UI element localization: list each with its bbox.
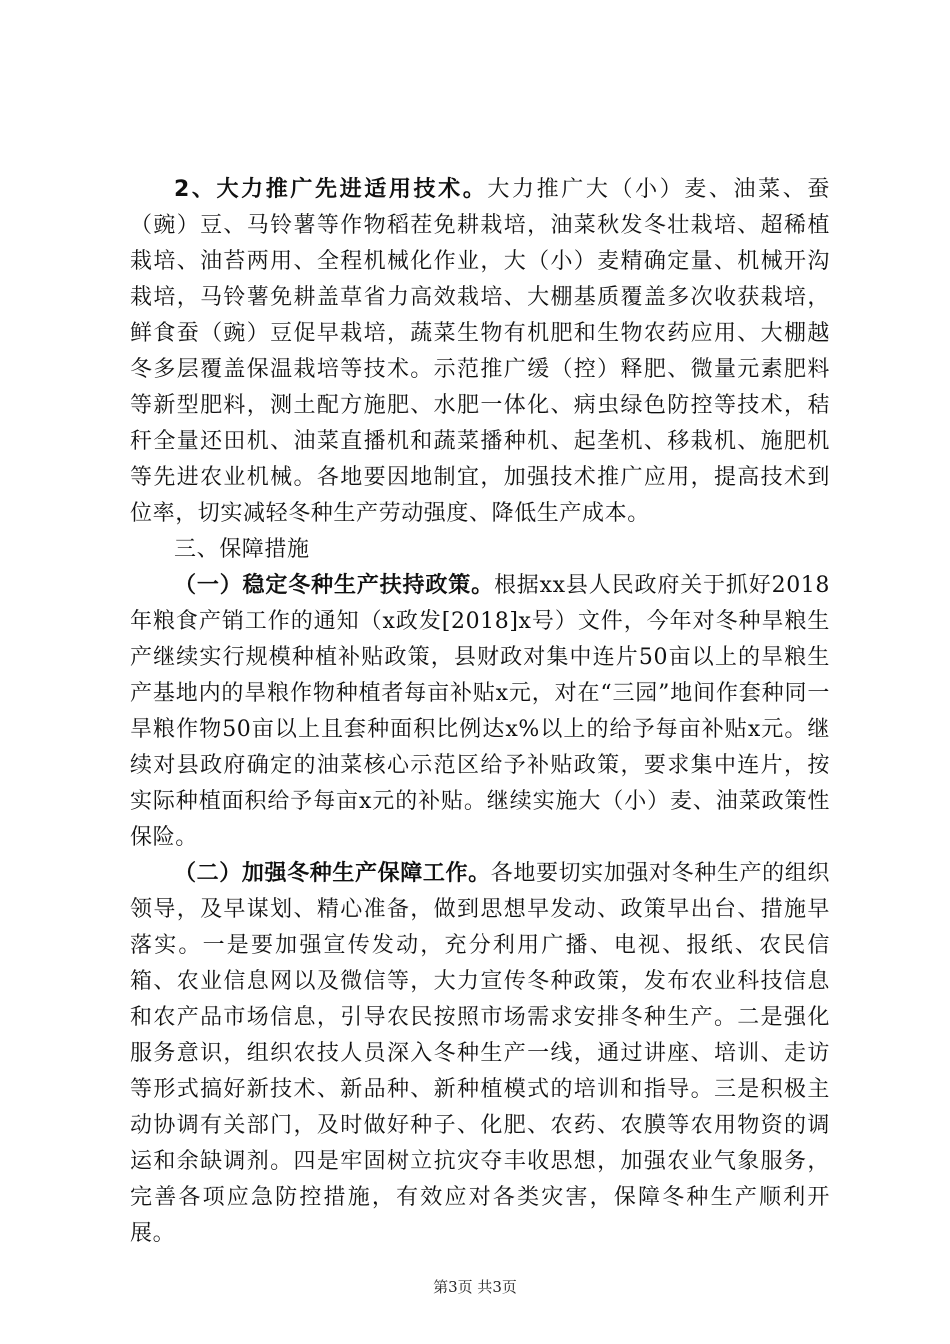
page-footer: 第3页 共3页: [433, 1278, 517, 1296]
paragraph-lead: （二）加强冬种生产保障工作。: [174, 861, 491, 886]
paragraph-lead: （一）稳定冬种生产扶持政策。: [174, 573, 494, 598]
paragraph-policy: [130, 568, 830, 856]
paragraph-text: 大力推广大（小）麦、油菜、蚕（豌）豆、马铃薯等作物稻茬免耕栽培，油菜秋发冬壮栽培、超稀植栽培、油苔两用、全程机械化作业，大（小）麦精确定量、机械开沟栽培，马铃薯免耕盖草省力高效栽培、大棚基质覆盖多次收获栽培，鲜食蚕（豌）豆促早栽培，蔬菜生物有机肥和生物农药应用、大棚越冬多层覆盖保温栽培等技术。示范推广缓（控）释肥、微量元素肥料等新型肥料，测土配方施肥、水肥一体化、病虫绿色防控等技术，秸秆全量还田机、油菜直播机和蔬菜播种机、起垄机、移栽机、施肥机等先进农业机械。各地要因地制宜，加强技术推广应用，提高技术到位率，切实减轻冬种生产劳动强度、降低生产成本。: [130, 177, 831, 526]
paragraph-support: [130, 856, 830, 1252]
paragraph-lead: 2、大力推广先进适用技术。: [174, 177, 488, 202]
paragraph-text: 各地要切实加强对冬种生产的组织领导，及早谋划、精心准备，做到思想早发动、政策早出台、措施早落实。一是要加强宣传发动，充分利用广播、电视、报纸、农民信箱、农业信息网以及微信等，大力宣传冬种政策，发布农业科技信息和农产品市场信息，引导农民按照市场需求安排冬种生产。二是强化服务意识，组织农技人员深入冬种生产一线，通过讲座、培训、走访等形式搞好新技术、新品种、新种植模式的培训和指导。三是积极主动协调有关部门，及时做好种子、化肥、农药、农膜等农用物资的调运和余缺调剂。四是牢固树立抗灾夺丰收思想，加强农业气象服务，完善各项应急防控措施，有效应对各类灾害，保障冬种生产顺利开展。: [130, 861, 830, 1246]
document-body: [130, 172, 830, 1252]
paragraph-technology: [130, 172, 830, 532]
section-heading: 三、保障措施: [174, 537, 310, 562]
paragraph-text: 根据xx县人民政府关于抓好2018年粮食产销工作的通知（x政发[2018]x号）文件，今年对冬种旱粮生产继续实行规模种植补贴政策，县财政对集中连片50亩以上的旱粮生产基地内的旱粮作物种植者每亩补贴x元，对在“三园”地间作套种同一旱粮作物50亩以上且套种面积比例达x%以上的给予每亩补贴x元。继续对县政府确定的油菜核心示范区给予补贴政策，要求集中连片，按实际种植面积给予每亩x元的补贴。继续实施大（小）麦、油菜政策性保险。: [130, 573, 830, 850]
